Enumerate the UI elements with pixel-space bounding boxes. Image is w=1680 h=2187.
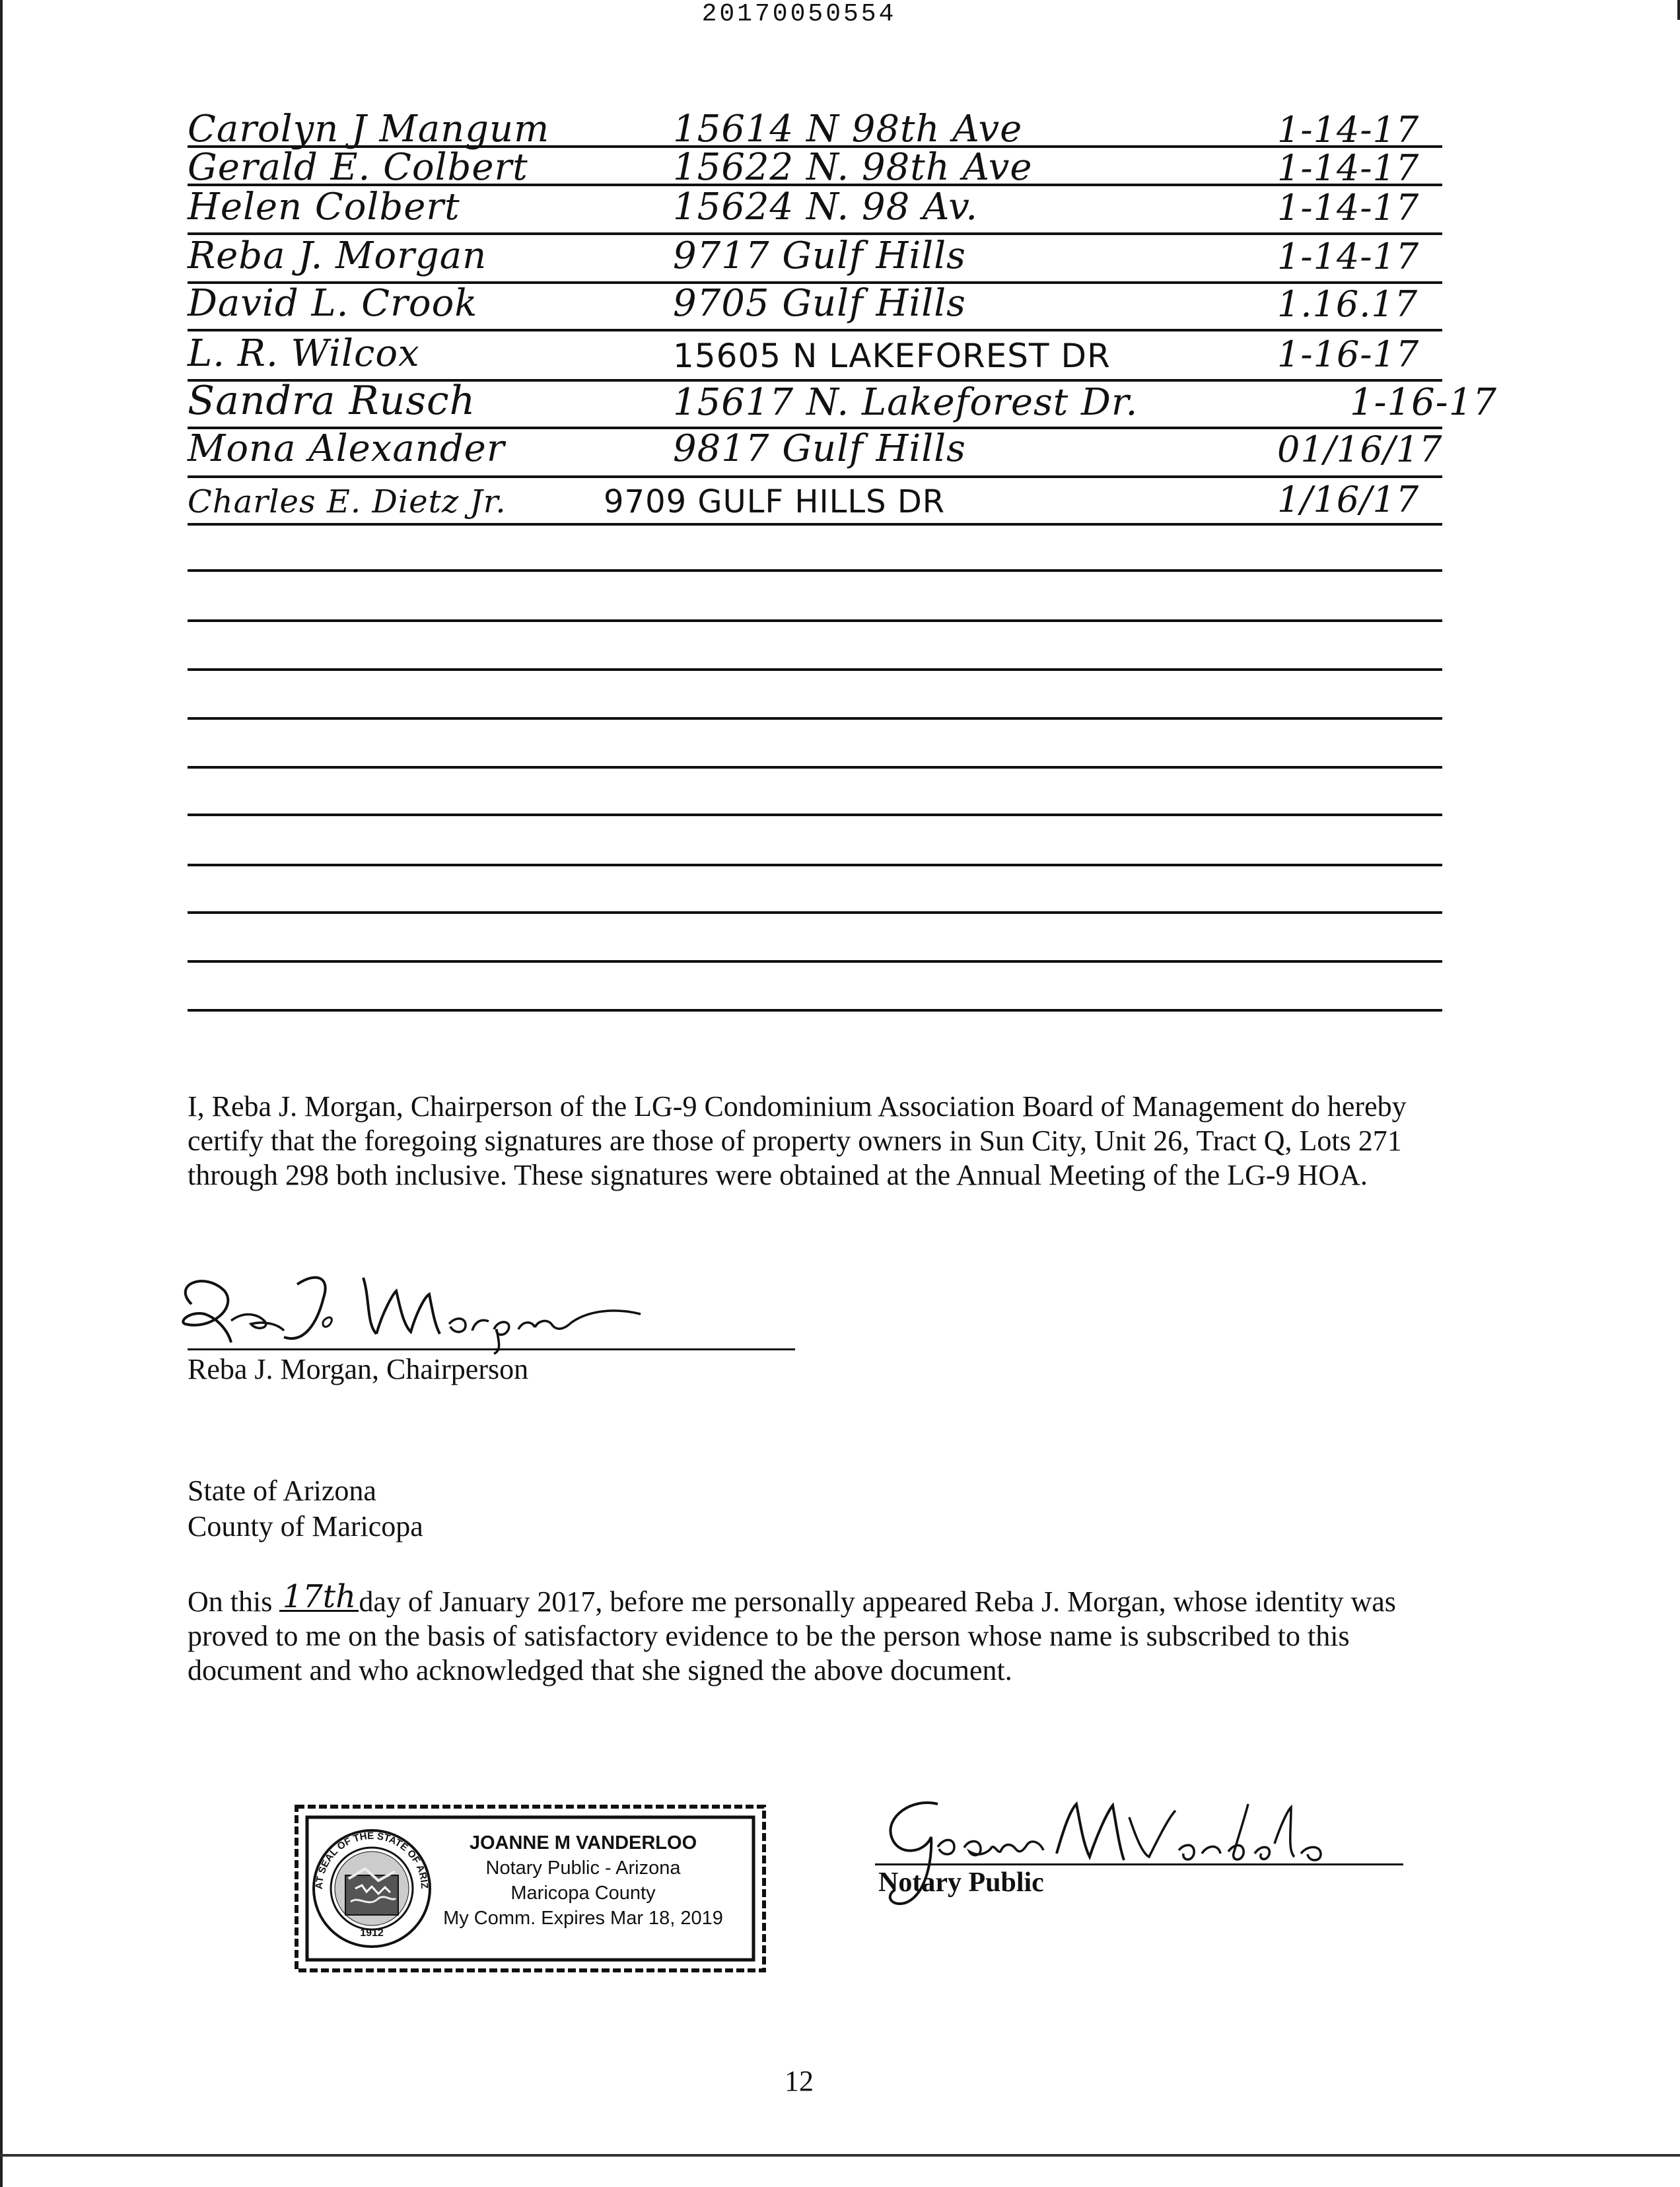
signer-date: 01/16/17 bbox=[1277, 429, 1443, 470]
scan-edge bbox=[0, 0, 3, 2187]
signer-name: L. R. Wilcox bbox=[188, 332, 420, 375]
signature-line bbox=[188, 1348, 795, 1350]
signer-address: 9717 Gulf Hills bbox=[673, 234, 966, 277]
notary-stamp-county: Maricopa County bbox=[510, 1883, 656, 1904]
signer-name: Charles E. Dietz Jr. bbox=[188, 483, 507, 520]
signer-date: 1.16.17 bbox=[1277, 283, 1418, 325]
ruled-line bbox=[188, 1009, 1442, 1012]
signer-name: Carolyn J Mangum bbox=[188, 108, 550, 151]
signer-address: 15624 N. 98 Av. bbox=[673, 186, 978, 228]
seal-year: 1912 bbox=[360, 1927, 384, 1939]
notary-name: JOANNE M VANDERLOO bbox=[469, 1832, 697, 1854]
notary-acknowledgement bbox=[188, 1578, 1442, 1688]
signature-row bbox=[188, 232, 1548, 279]
notary-title: Notary Public - Arizona bbox=[485, 1857, 681, 1879]
signer-address: 15617 N. Lakeforest Dr. bbox=[673, 381, 1138, 424]
scan-edge bbox=[0, 2154, 1680, 2157]
chairperson-caption: Reba J. Morgan, Chairperson bbox=[188, 1353, 529, 1385]
certification-paragraph: I, Reba J. Morgan, Chairperson of the LG-9 Condominium Association Board of Management do hereby certify that the foregoing signatures are those of property owners in Sun City, Unit 26, Tract Q, Lots 271 through 298 both inclusive. These signatures were obtained at the Annual Meeting of the LG-9 HOA. bbox=[188, 1090, 1407, 1191]
ruled-line bbox=[188, 619, 1442, 622]
scan-edge bbox=[1677, 0, 1680, 20]
ruled-line bbox=[188, 766, 1442, 769]
ruled-line bbox=[188, 668, 1442, 671]
ruled-line bbox=[188, 864, 1442, 866]
seal-text: AT SEAL OF THE STATE OF ARIZ bbox=[313, 1830, 431, 1890]
signer-address: 9709 GULF HILLS DR bbox=[604, 483, 946, 520]
signer-name: Reba J. Morgan bbox=[188, 234, 487, 277]
signature-row bbox=[188, 184, 1548, 230]
ruled-line bbox=[188, 814, 1442, 816]
commission-expiry: My Comm. Expires Mar 18, 2019 bbox=[443, 1908, 723, 1929]
notary-stamp bbox=[293, 1803, 768, 1974]
signer-name: Mona Alexander bbox=[188, 427, 505, 470]
signer-name: Sandra Rusch bbox=[188, 378, 476, 424]
signer-date: 1-14-17 bbox=[1277, 109, 1420, 151]
signer-date: 1-16-17 bbox=[1277, 333, 1420, 375]
signature-line bbox=[875, 1863, 1403, 1865]
signer-name: David L. Crook bbox=[188, 282, 478, 325]
signer-address: 9705 Gulf Hills bbox=[673, 282, 966, 325]
signer-date: 1-14-17 bbox=[1277, 236, 1420, 277]
page-number: 12 bbox=[785, 2065, 814, 2097]
stamp-text bbox=[431, 1830, 735, 1931]
ack-text: day of January 2017, before me personally appeared Reba J. Morgan, whose identity was proved to me on the basis of satisfactory evidence to be the person whose name is subscribed to this document and who acknowledged that she signed the above document. bbox=[188, 1585, 1396, 1686]
signer-date: 1-14-17 bbox=[1277, 187, 1420, 228]
notary-public-caption: Notary Public bbox=[878, 1867, 1044, 1898]
signer-name: Gerald E. Colbert bbox=[188, 146, 528, 189]
ack-day: 17th bbox=[279, 1583, 359, 1612]
signature-row bbox=[188, 475, 1548, 522]
signature-row bbox=[188, 425, 1548, 471]
notary-state: State of Arizona bbox=[188, 1475, 376, 1507]
document-number: 20170050554 bbox=[701, 0, 897, 28]
chairperson-signature bbox=[165, 1258, 667, 1357]
signer-address: 9817 Gulf Hills bbox=[673, 427, 966, 470]
signature-row bbox=[188, 379, 1548, 425]
ruled-line bbox=[188, 523, 1442, 526]
notary-county: County of Maricopa bbox=[188, 1510, 423, 1543]
ruled-line bbox=[188, 569, 1442, 572]
signer-name: Helen Colbert bbox=[188, 186, 460, 228]
signature-row bbox=[188, 330, 1548, 376]
signature-row bbox=[188, 280, 1548, 326]
signer-date: 1-14-17 bbox=[1277, 147, 1420, 189]
ack-prefix: On this bbox=[188, 1585, 273, 1618]
ruled-line bbox=[188, 911, 1442, 914]
signer-address: 15622 N. 98th Ave bbox=[673, 146, 1033, 189]
signer-address: 15614 N 98th Ave bbox=[673, 108, 1023, 151]
signer-address: 15605 N LAKEFOREST DR bbox=[673, 337, 1111, 375]
ruled-line bbox=[188, 717, 1442, 720]
ruled-line bbox=[188, 960, 1442, 963]
signer-date: 1-16-17 bbox=[1350, 381, 1497, 424]
signer-date: 1/16/17 bbox=[1277, 479, 1420, 520]
